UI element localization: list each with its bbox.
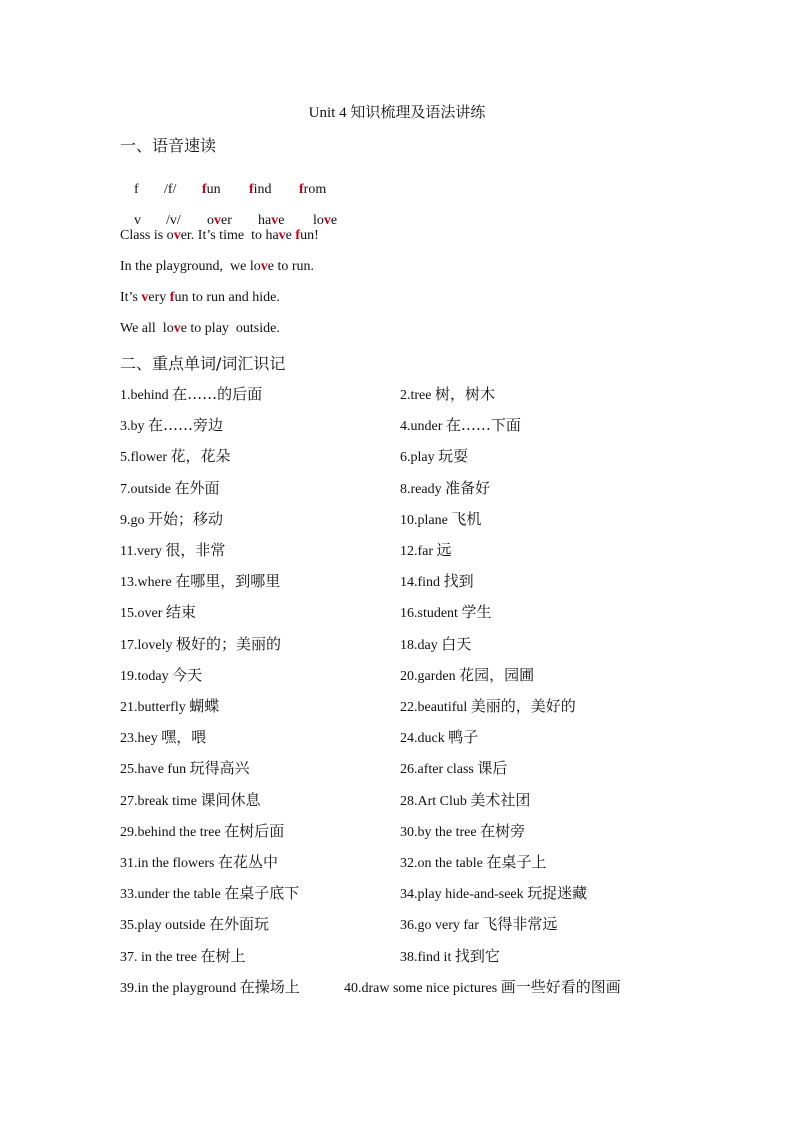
highlight-letter: v [271, 213, 279, 228]
vocab-english: 20.garden [400, 668, 456, 684]
word-part: ha [258, 213, 272, 228]
word-rest: rom [303, 182, 327, 197]
highlight-letter: f [202, 182, 207, 197]
highlight-letter: v [278, 228, 286, 243]
word-rest: un [206, 182, 221, 197]
vocab-english: 18.day [400, 637, 438, 653]
vocab-english: 21.butterfly [120, 700, 186, 715]
vocab-item [400, 445, 468, 466]
vocab-item [400, 882, 587, 903]
vocab-chinese: 在外面玩 [209, 915, 270, 934]
vocab-english: 23.hey [120, 731, 158, 747]
page-title: Unit 4 知识梳理及语法讲练 [308, 105, 486, 121]
vocab-item [120, 664, 202, 685]
vocab-english: 34.play hide-and-seek [400, 887, 524, 903]
highlight-letter: f [299, 182, 304, 197]
vocab-chinese: 在树上 [200, 946, 246, 965]
vocab-chinese: 准备好 [445, 478, 491, 497]
vocab-chinese: 鸭子 [448, 728, 479, 747]
vocab-chinese: 今天 [172, 665, 203, 684]
vocab-item [120, 726, 206, 747]
vocab-item [400, 414, 521, 435]
vocab-item [400, 539, 452, 560]
vocab-english: 19.today [120, 668, 169, 684]
phonics-sentence-4 [120, 321, 280, 337]
vocab-english: 31.in the flowers [120, 856, 215, 871]
vocab-item [120, 570, 280, 591]
phonics-sentence-3 [120, 290, 280, 306]
vocab-chinese: 在……的后面 [172, 385, 263, 403]
text-part: Class is o [120, 228, 174, 243]
text-part: In the playground, we lo [120, 259, 261, 274]
phonics-word-have [258, 213, 313, 229]
phonics-sentence-2 [120, 259, 314, 275]
highlight-letter: v [323, 213, 331, 228]
vocab-chinese: 飞得非常远 [482, 915, 558, 934]
vocab-english: 16.student [400, 606, 458, 622]
vocab-english: 25.have fun [120, 762, 187, 778]
vocab-item [400, 664, 534, 685]
vocab-item [120, 851, 278, 872]
highlight-letter: f [249, 182, 254, 197]
vocab-item [400, 695, 576, 716]
vocab-english: 24.duck [400, 731, 445, 747]
text-part: ery [148, 290, 170, 305]
vocab-english: 7.outside [120, 481, 171, 497]
vocab-item [120, 976, 300, 997]
vocab-item [400, 477, 490, 498]
vocab-english: 26.after class [400, 762, 474, 778]
vocab-english: 8.ready [400, 481, 442, 497]
vocab-item [400, 508, 481, 529]
phonics-sentence-1 [120, 228, 319, 244]
phonics-word-over [207, 213, 258, 229]
text-part: un to run and hide. [174, 290, 280, 305]
vocab-chinese: 开始；移动 [148, 509, 224, 528]
vocab-item [400, 570, 474, 591]
vocab-item [400, 757, 507, 778]
vocab-item [400, 383, 495, 404]
vocab-chinese: 在树旁 [480, 821, 526, 840]
vocab-english: 36.go very far [400, 918, 479, 934]
highlight-letter: f [169, 290, 175, 305]
vocab-english: 22.beautiful [400, 700, 468, 715]
vocab-english: 29.behind the tree [120, 824, 221, 840]
vocab-item [120, 414, 223, 435]
highlight-letter: v [141, 290, 149, 305]
vocab-chinese: 在树后面 [224, 821, 285, 840]
vocab-chinese: 课间休息 [200, 790, 261, 809]
vocab-chinese: 花，花朵 [170, 447, 231, 466]
vocab-chinese: 白天 [441, 634, 472, 653]
text-part: We all lo [120, 321, 174, 336]
vocab-item [120, 913, 269, 934]
vocab-chinese: 美术社团 [470, 790, 531, 809]
vocab-item [120, 882, 299, 903]
word-part: e [330, 213, 338, 228]
vocab-english: 2.tree [400, 388, 432, 403]
vocab-english: 4.under [400, 419, 443, 435]
word-rest: ind [253, 182, 272, 197]
vocab-item [120, 477, 219, 498]
vocab-chinese: 花园，园圃 [459, 665, 535, 684]
vocab-item [400, 820, 525, 841]
vocab-english: 30.by the tree [400, 824, 477, 840]
vocab-chinese: 嘿，喂 [161, 728, 207, 747]
text-part: er. It’s time to ha [180, 228, 279, 243]
vocab-chinese: 在……旁边 [148, 416, 224, 435]
section-heading-phonics: 一、语音速读 [120, 136, 217, 155]
vocab-item [120, 695, 219, 716]
phonics-word-find [249, 182, 299, 198]
vocab-item [400, 726, 478, 747]
vocab-chinese: 在……下面 [445, 416, 521, 435]
text-part: un! [300, 228, 319, 243]
vocab-item [400, 851, 546, 872]
phonics-word-from [299, 182, 326, 198]
vocab-chinese: 蝴蝶 [189, 697, 220, 715]
vocab-item [120, 383, 262, 404]
vocab-chinese: 画一些好看的图画 [500, 977, 621, 996]
vocab-english: 10.plane [400, 512, 448, 528]
text-part: e to run. [267, 259, 315, 274]
vocab-chinese: 飞机 [451, 509, 482, 528]
vocab-chinese: 学生 [461, 603, 492, 622]
vocab-chinese: 树，树木 [434, 385, 495, 403]
word-part: o [207, 213, 214, 228]
vocab-english: 38.find it [400, 949, 452, 965]
vocab-english: 27.break time [120, 793, 197, 809]
vocab-item [120, 508, 223, 529]
highlight-letter: f [295, 228, 301, 243]
vocab-chinese: 在哪里，到哪里 [175, 572, 281, 591]
vocab-item [120, 445, 231, 466]
vocab-chinese: 在操场上 [239, 977, 300, 996]
vocab-english: 35.play outside [120, 918, 206, 934]
vocab-chinese: 玩捉迷藏 [527, 884, 588, 903]
vocab-english: 5.flower [120, 450, 168, 466]
vocab-item [400, 945, 500, 966]
vocab-chinese: 很，非常 [165, 541, 226, 559]
highlight-letter: v [173, 228, 181, 243]
vocab-english: 32.on the table [400, 856, 483, 871]
phonics-word-fun [202, 182, 249, 198]
phonics-letter: v [134, 213, 141, 228]
vocab-chinese: 找到它 [454, 946, 500, 965]
vocab-chinese: 玩耍 [438, 447, 469, 466]
word-part: er [221, 213, 232, 228]
text-part: e [285, 228, 296, 243]
vocab-english: 12.far [400, 544, 434, 559]
vocab-english: 33.under the table [120, 887, 221, 903]
vocab-english: 28.Art Club [400, 793, 467, 809]
section-heading-vocab: 二、重点单词/词汇识记 [120, 354, 286, 373]
vocab-item [400, 601, 491, 622]
vocab-chinese: 在桌子底下 [224, 884, 300, 903]
word-part: lo [313, 213, 324, 228]
vocab-english: 40.draw some nice pictures [344, 980, 498, 996]
vocab-english: 9.go [120, 512, 145, 528]
vocab-english: 3.by [120, 419, 145, 435]
vocab-english: 17.lovely [120, 637, 173, 653]
vocab-english: 37. in the tree [120, 949, 197, 965]
phonics-word-love [313, 213, 337, 229]
vocab-item [120, 539, 225, 560]
vocab-chinese: 课后 [477, 759, 508, 778]
vocab-chinese: 远 [436, 541, 452, 559]
vocab-chinese: 结束 [165, 603, 196, 622]
vocab-item [400, 789, 530, 810]
vocab-item [400, 633, 471, 654]
vocab-item [344, 976, 621, 997]
vocab-chinese: 在外面 [174, 478, 220, 497]
vocab-chinese: 极好的；美丽的 [176, 634, 282, 653]
vocab-item [120, 757, 250, 778]
phonics-sound: /f/ [164, 182, 177, 197]
vocab-english: 39.in the playground [120, 980, 237, 996]
phonics-letter: f [134, 182, 139, 197]
vocab-chinese: 找到 [443, 572, 474, 591]
vocab-english: 14.find [400, 575, 441, 591]
phonics-sound: /v/ [166, 213, 181, 228]
vocab-item [400, 913, 557, 934]
vocab-item [120, 601, 196, 622]
vocab-chinese: 在花丛中 [217, 853, 278, 871]
vocab-item [120, 633, 281, 654]
vocab-english: 11.very [120, 544, 162, 559]
vocab-chinese: 美丽的，美好的 [470, 697, 576, 715]
vocab-item [120, 789, 261, 810]
highlight-letter: v [173, 321, 181, 336]
vocab-english: 6.play [400, 450, 435, 466]
vocab-english: 15.over [120, 606, 163, 622]
vocab-english: 1.behind [120, 388, 169, 403]
text-part: It’s [120, 290, 142, 305]
vocab-chinese: 玩得高兴 [189, 759, 250, 778]
word-part: e [278, 213, 285, 228]
highlight-letter: v [214, 213, 221, 228]
vocab-item [120, 945, 246, 966]
vocab-chinese: 在桌子上 [486, 853, 547, 871]
vocab-english: 13.where [120, 575, 172, 591]
highlight-letter: v [260, 259, 268, 274]
text-part: e to play outside. [180, 321, 280, 336]
vocab-item [120, 820, 284, 841]
